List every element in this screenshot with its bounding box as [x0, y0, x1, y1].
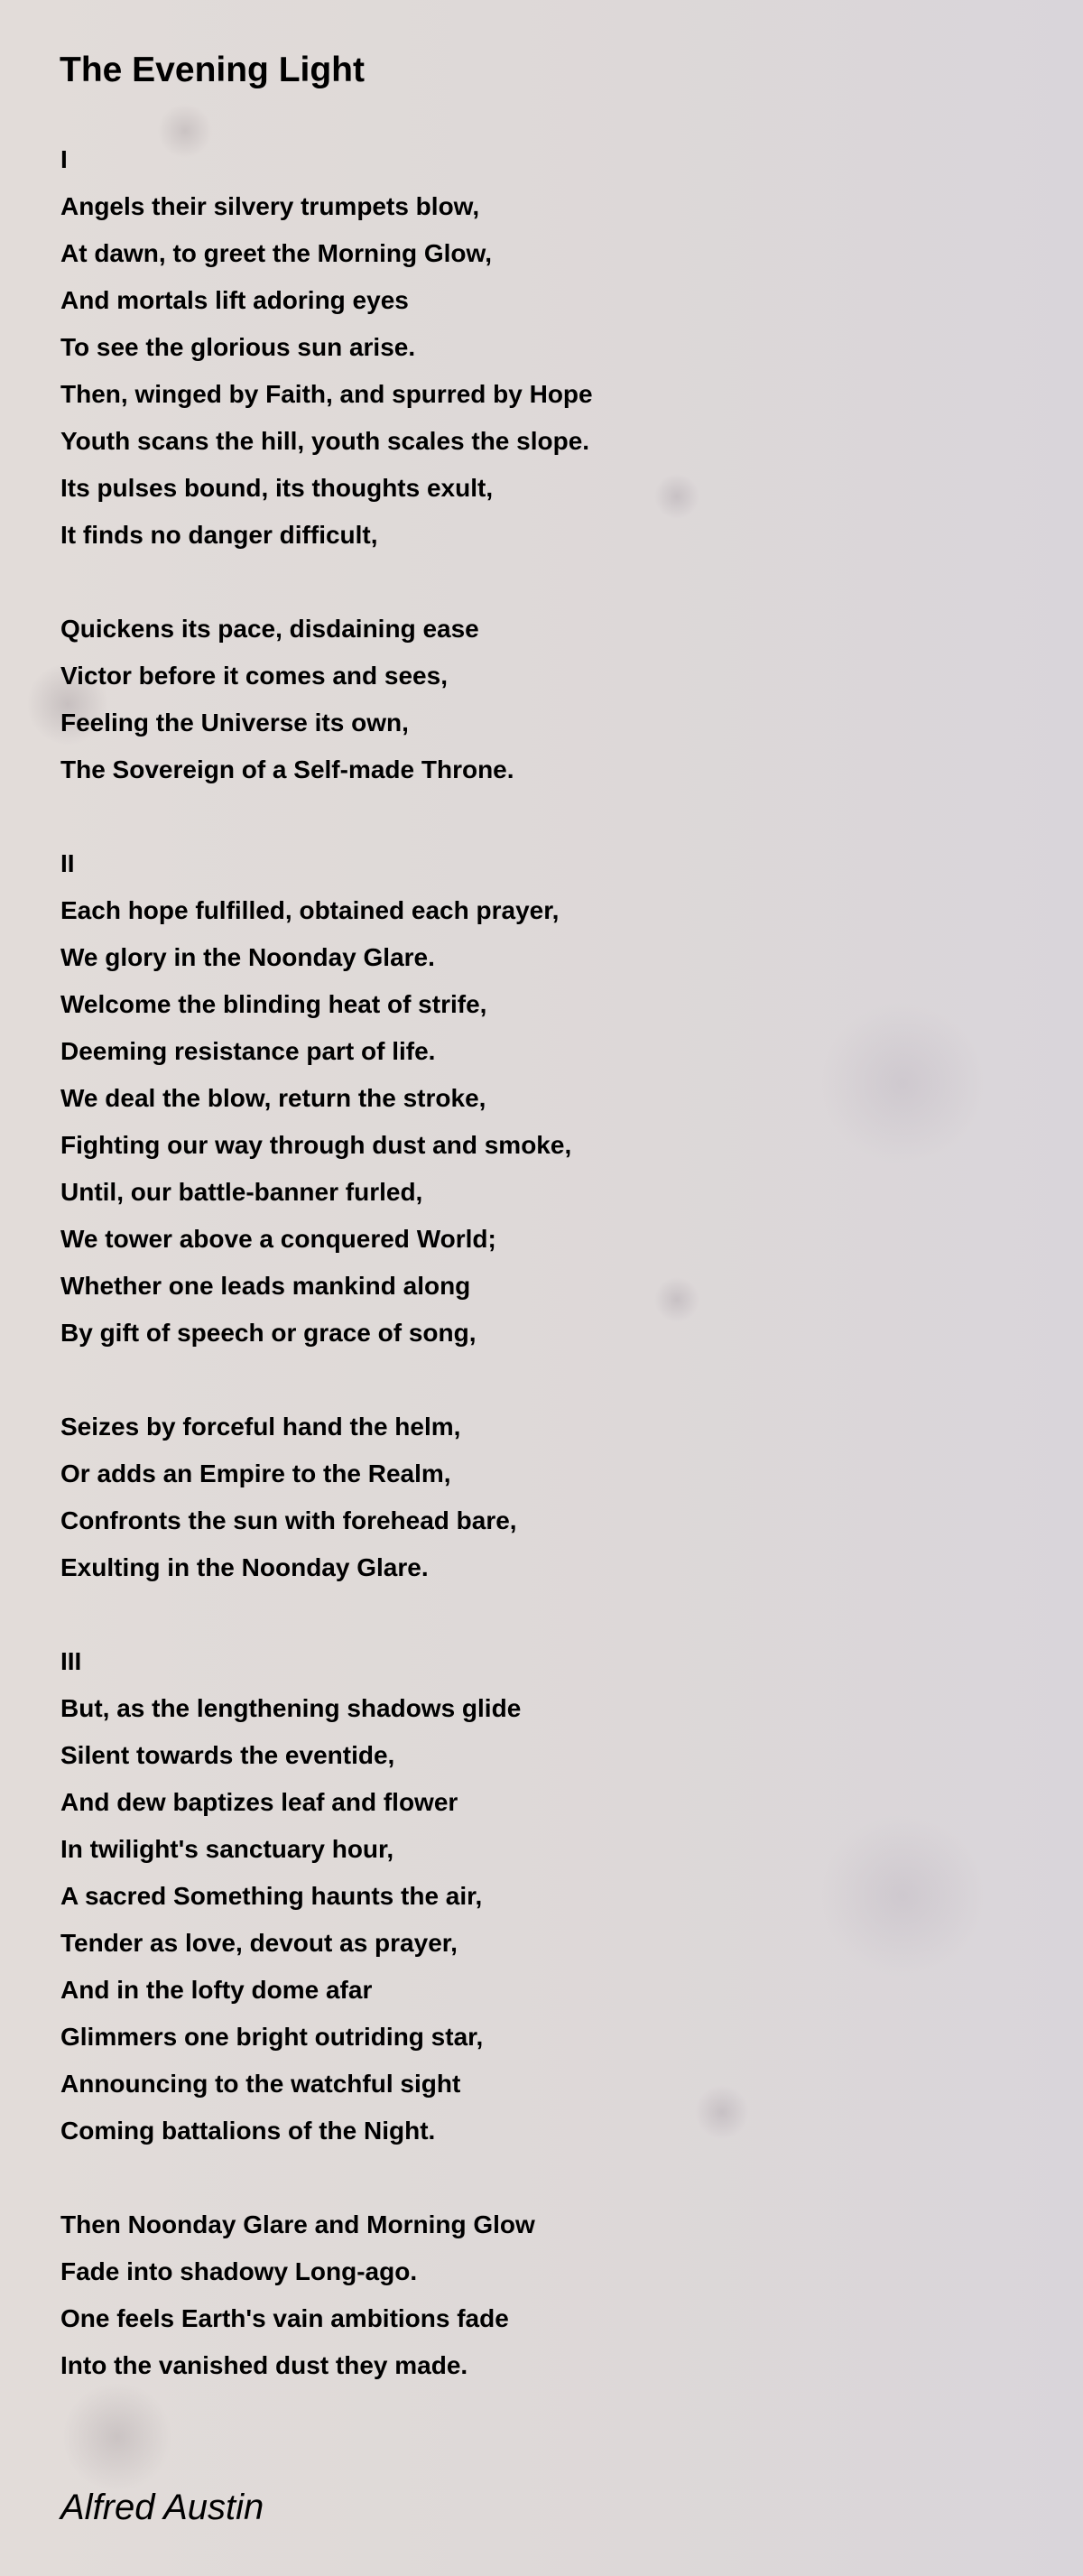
poem-body: [60, 136, 593, 2389]
poem-line: Angels their silvery trumpets blow,: [60, 192, 480, 220]
section-number: II: [60, 849, 75, 877]
poem-line: Coming battalions of the Night.: [60, 2117, 436, 2145]
section-number: I: [60, 145, 68, 173]
poem-line: We tower above a conquered World;: [60, 1225, 496, 1253]
poem-line: Announcing to the watchful sight: [60, 2070, 461, 2098]
stanza-break: [60, 2154, 593, 2201]
poem-line: Quickens its pace, disdaining ease: [60, 615, 479, 643]
poem-line: Fighting our way through dust and smoke,: [60, 1131, 572, 1159]
poem-line: Youth scans the hill, youth scales the slope.: [60, 427, 590, 455]
poem-line: It finds no danger difficult,: [60, 521, 378, 549]
poem-line: By gift of speech or grace of song,: [60, 1319, 477, 1347]
stanza-break: [60, 793, 593, 840]
poem-line: Each hope fulfilled, obtained each prayer,: [60, 896, 560, 924]
poem-line: Exulting in the Noonday Glare.: [60, 1553, 429, 1581]
poem-title: The Evening Light: [60, 51, 365, 89]
poem-line: At dawn, to greet the Morning Glow,: [60, 239, 493, 267]
poem-line: But, as the lengthening shadows glide: [60, 1694, 522, 1722]
poem-line: Its pulses bound, its thoughts exult,: [60, 474, 494, 502]
poem-line: Then, winged by Faith, and spurred by Hope: [60, 380, 593, 408]
poem-line: We deal the blow, return the stroke,: [60, 1084, 486, 1112]
poem-line: Fade into shadowy Long-ago.: [60, 2257, 418, 2285]
poem-line: Victor before it comes and sees,: [60, 662, 448, 690]
poem-line: Until, our battle-banner furled,: [60, 1178, 423, 1206]
poem-line: In twilight's sanctuary hour,: [60, 1835, 394, 1863]
poem-line: Welcome the blinding heat of strife,: [60, 990, 487, 1018]
poem-line: Into the vanished dust they made.: [60, 2351, 468, 2379]
poem-line: Glimmers one bright outriding star,: [60, 2023, 484, 2051]
poem-line: And in the lofty dome afar: [60, 1976, 373, 2004]
poem-author: Alfred Austin: [60, 2488, 264, 2527]
poem-line: Or adds an Empire to the Realm,: [60, 1459, 451, 1487]
poem-line: Deeming resistance part of life.: [60, 1037, 436, 1065]
poem-line: Silent towards the eventide,: [60, 1741, 395, 1769]
poem-line: And dew baptizes leaf and flower: [60, 1788, 458, 1816]
poem-line: Seizes by forceful hand the helm,: [60, 1413, 461, 1441]
stanza-break: [60, 559, 593, 606]
poem-line: We glory in the Noonday Glare.: [60, 943, 435, 971]
section-number: III: [60, 1647, 82, 1675]
poem-line: To see the glorious sun arise.: [60, 333, 416, 361]
stanza-break: [60, 1357, 593, 1404]
poem-line: The Sovereign of a Self-made Throne.: [60, 755, 514, 783]
poem-line: Tender as love, devout as prayer,: [60, 1929, 458, 1957]
poem-line: And mortals lift adoring eyes: [60, 286, 409, 314]
stanza-break: [60, 1591, 593, 1638]
poem-line: One feels Earth's vain ambitions fade: [60, 2304, 509, 2332]
poem-line: Then Noonday Glare and Morning Glow: [60, 2210, 535, 2238]
poem-line: Confronts the sun with forehead bare,: [60, 1506, 517, 1534]
poem-line: A sacred Something haunts the air,: [60, 1882, 483, 1910]
poem-line: Feeling the Universe its own,: [60, 709, 409, 737]
poem-line: Whether one leads mankind along: [60, 1272, 471, 1300]
